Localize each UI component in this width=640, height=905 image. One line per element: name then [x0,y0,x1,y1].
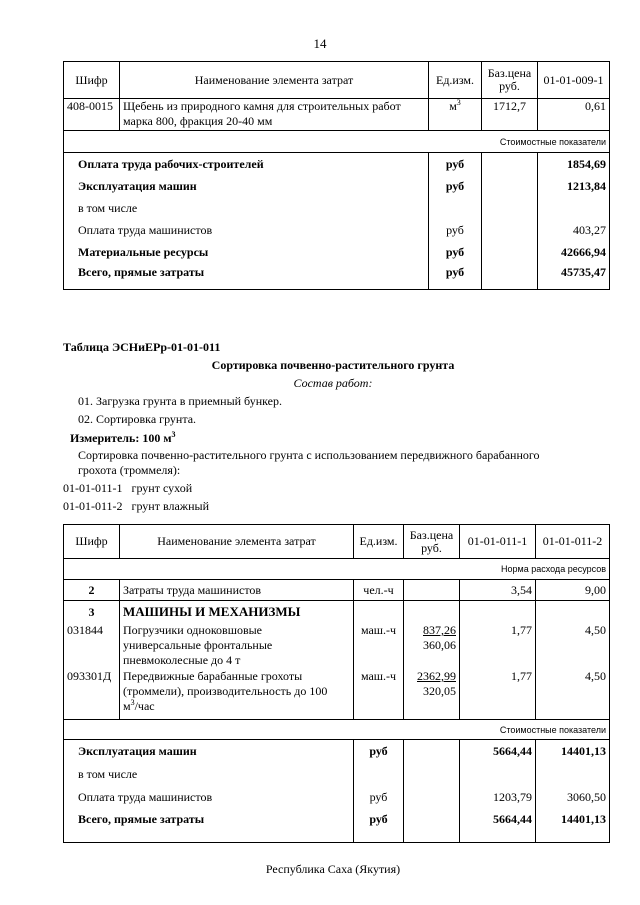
resource-code: 031844 [64,623,120,669]
summary-unit: руб [354,809,404,843]
resource-row [64,669,610,720]
resource-name-sup: 3 [130,698,135,707]
summary-name: в том числе [64,197,429,219]
resource-price [404,669,460,720]
summary-row [64,175,610,197]
resource-name-line1: Погрузчики одноковшовые [123,623,263,637]
labor-price [404,580,460,601]
machines-name: МАШИНЫ И МЕХАНИЗМЫ [120,601,354,624]
summary-value-1: 5664,44 [460,809,536,843]
summary-empty [482,263,538,290]
summary-name: Оплата труда машинистов [64,219,429,241]
summary-value-2 [536,763,610,786]
row-value: 0,61 [538,99,610,131]
summary-name: Всего, прямые затраты [64,809,354,843]
header-code: Шифр [64,525,120,559]
resource-name-rest: /час [134,699,155,713]
summary-name: Эксплуатация машин [64,175,429,197]
summary-empty [404,809,460,843]
resource-name-line2: (троммели), производительность до 100 [123,684,328,698]
summary-value-1 [460,763,536,786]
summary-value [538,197,610,219]
labor-value-2: 9,00 [536,580,610,601]
labor-value-1: 3,54 [460,580,536,601]
variant-item [63,481,192,496]
row-unit [429,99,482,131]
header-price: Баз.цена руб. [482,62,538,99]
summary-unit [429,197,482,219]
row-price: 1712,7 [482,99,538,131]
summary-value-2: 14401,13 [536,809,610,843]
summary-value-2: 3060,50 [536,786,610,809]
summary-empty [404,786,460,809]
table-row [64,99,610,131]
resource-value-1: 1,77 [460,669,536,720]
measure-label [70,431,176,446]
section-label-row [64,720,610,740]
header-code: Шифр [64,62,120,99]
resource-value-2: 4,50 [536,669,610,720]
summary-value-1: 1203,79 [460,786,536,809]
page-number: 14 [313,36,327,51]
summary-value: 42666,94 [538,241,610,263]
header-name: Наименование элемента затрат [120,525,354,559]
summary-unit: руб [429,219,482,241]
summary-name: Материальные ресурсы [64,241,429,263]
resource-name [120,623,354,669]
step-item: 01. Загрузка грунта в приемный бункер. [78,394,282,408]
table-label: Таблица ЭСНиЕРр-01-01-011 [63,340,221,354]
resource-code: 093301Д [64,669,120,720]
header-price: Баз.цена руб. [404,525,460,559]
header-norm-1: 01-01-011-1 [460,525,536,559]
summary-name: Всего, прямые затраты [64,263,429,290]
summary-empty [482,153,538,176]
table-header [64,62,610,99]
summary-value: 1854,69 [538,153,610,176]
header-name: Наименование элемента затрат [120,62,429,99]
summary-unit: руб [429,263,482,290]
resource-name-line2: универсальные фронтальные [123,638,273,652]
resource-unit: маш.-ч [354,623,404,669]
summary-row [64,763,610,786]
section-label-row [64,131,610,153]
description-line2: грохота (троммеля): [78,463,181,477]
resource-value-1: 1,77 [460,623,536,669]
resource-price [404,623,460,669]
summary-row [64,197,610,219]
summary-empty [404,763,460,786]
row-code: 408-0015 [64,99,120,131]
summary-row [64,241,610,263]
summary-value-2: 14401,13 [536,740,610,764]
resource-name [120,669,354,720]
summary-unit [354,763,404,786]
row-name-line2: марка 800, фракция 20-40 мм [123,114,273,128]
page-footer: Республика Саха (Якутия) [265,862,401,876]
description-line1: Сортировка почвенно-растительного грунта с использованием передвижного барабанного [78,448,540,462]
labor-code: 2 [64,580,120,601]
step-item: 02. Сортировка грунта. [78,412,197,426]
summary-value: 45735,47 [538,263,610,290]
empty-cell [354,601,404,624]
summary-row [64,740,610,764]
resource-row [64,623,610,669]
header-norm-2: 01-01-011-2 [536,525,610,559]
summary-name: Оплата труда рабочих-строителей [64,153,429,176]
row-name-line1: Щебень из природного камня для строительных работ [123,99,401,113]
variant-item [63,499,209,514]
section-label: Стоимостные показатели [64,131,610,153]
header-unit: Ед.изм. [429,62,482,99]
norm-label-row [64,559,610,580]
measure-sup: 3 [171,430,176,439]
labor-unit: чел.-ч [354,580,404,601]
labor-row [64,580,610,601]
variant-code: 01-01-011-2 [63,499,123,513]
summary-unit: руб [429,153,482,176]
summary-row [64,786,610,809]
summary-empty [482,241,538,263]
resource-price-1: 2362,99 [417,669,456,683]
cost-table-1 [63,61,610,290]
summary-unit: руб [354,740,404,764]
resource-price-1: 837,26 [423,623,456,637]
variant-label: грунт влажный [131,499,209,513]
row-unit-text: м [449,99,457,113]
norm-label: Норма расхода ресурсов [64,559,610,580]
resource-name-line3: м [123,699,131,713]
summary-name: Эксплуатация машин [64,740,354,764]
summary-empty [404,740,460,764]
summary-value-1: 5664,44 [460,740,536,764]
summary-value: 403,27 [538,219,610,241]
summary-name: в том числе [64,763,354,786]
summary-empty [482,219,538,241]
summary-unit: руб [429,175,482,197]
header-norm: 01-01-009-1 [538,62,610,99]
variant-code: 01-01-011-1 [63,481,123,495]
empty-cell [404,601,460,624]
empty-cell [536,601,610,624]
summary-empty [482,175,538,197]
cost-table-2 [63,524,610,843]
summary-name: Оплата труда машинистов [64,786,354,809]
summary-unit: руб [429,241,482,263]
measure-text: Измеритель: 100 м [70,431,172,445]
section-subtitle: Состав работ: [293,376,373,390]
empty-cell [460,601,536,624]
resource-unit: маш.-ч [354,669,404,720]
resource-price-2: 360,06 [423,638,456,652]
variant-label: грунт сухой [131,481,193,495]
machines-row [64,601,610,624]
summary-value: 1213,84 [538,175,610,197]
labor-name: Затраты труда машинистов [120,580,354,601]
row-name [120,99,429,131]
table-header [64,525,610,559]
resource-name-line1: Передвижные барабанные грохоты [123,669,303,683]
summary-row [64,219,610,241]
summary-row [64,263,610,290]
machines-code: 3 [64,601,120,624]
section-title: Сортировка почвенно-растительного грунта [211,358,455,372]
section-label: Стоимостные показатели [64,720,610,740]
header-unit: Ед.изм. [354,525,404,559]
row-unit-sup: 3 [456,98,461,107]
summary-row [64,809,610,843]
resource-name-line3: пневмоколесные до 4 т [123,653,241,667]
resource-price-2: 320,05 [423,684,456,698]
summary-unit: руб [354,786,404,809]
summary-empty [482,197,538,219]
resource-value-2: 4,50 [536,623,610,669]
summary-row [64,153,610,176]
